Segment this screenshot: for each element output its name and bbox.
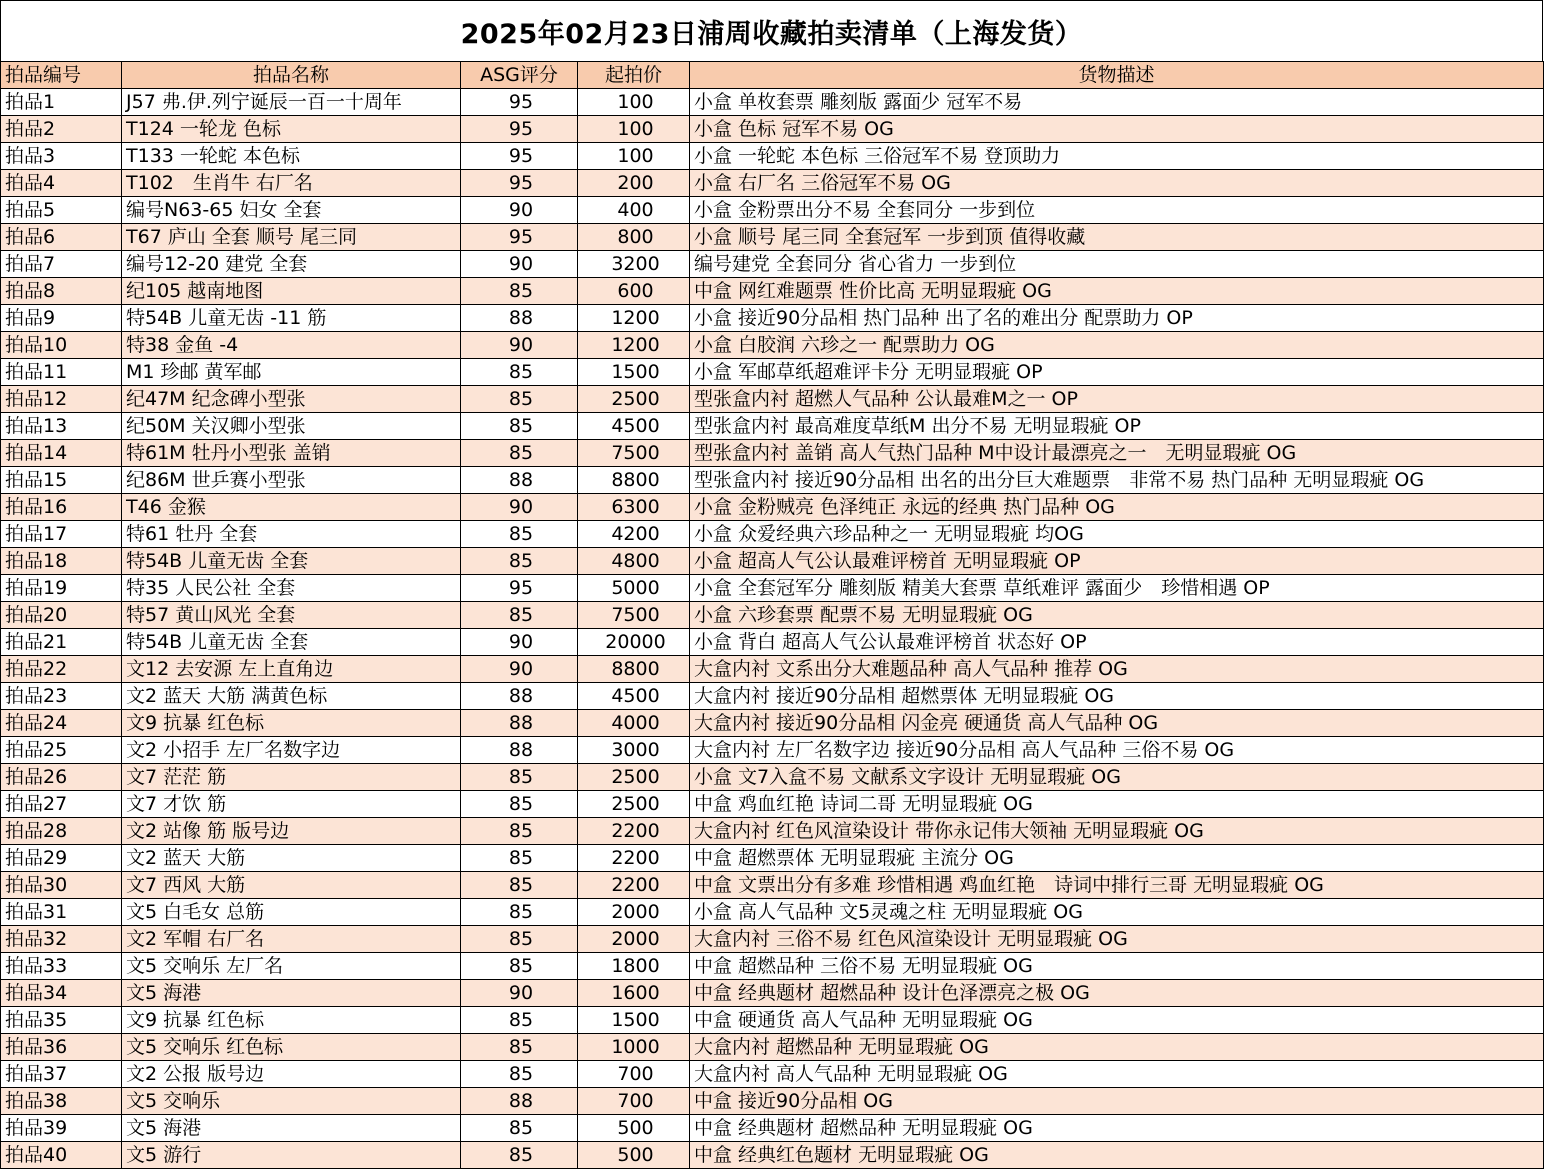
cell-description[interactable]: 小盒 超高人气公认最难评榜首 无明显瑕疵 OP [690, 548, 1544, 575]
table-row [1, 440, 1544, 467]
cell-lot-number[interactable]: 拍品31 [1, 899, 122, 926]
cell-lot-number[interactable]: 拍品12 [1, 386, 122, 413]
cell-lot-number[interactable]: 拍品19 [1, 575, 122, 602]
cell-lot-name[interactable]: 文5 交响乐 左厂名 [122, 953, 461, 980]
cell-lot-name[interactable]: 特57 黄山风光 全套 [122, 602, 461, 629]
cell-lot-name[interactable]: T133 一轮蛇 本色标 [122, 143, 461, 170]
header-row [1, 62, 1544, 89]
table-row [1, 1115, 1544, 1142]
table-row [1, 602, 1544, 629]
cell-start-price[interactable]: 5000 [578, 575, 690, 602]
cell-start-price[interactable]: 1500 [578, 359, 690, 386]
cell-asg-score[interactable]: 85 [461, 926, 578, 953]
table-row [1, 305, 1544, 332]
cell-asg-score[interactable]: 95 [461, 143, 578, 170]
cell-description[interactable]: 型张盒内衬 超燃人气品种 公认最难M之一 OP [690, 386, 1544, 413]
cell-lot-number[interactable]: 拍品39 [1, 1115, 122, 1142]
cell-lot-name[interactable]: 特38 金鱼 -4 [122, 332, 461, 359]
sheet-title[interactable]: 2025年02月23日浦周收藏拍卖清单（上海发货） [0, 0, 1543, 61]
cell-start-price[interactable]: 4000 [578, 710, 690, 737]
cell-lot-name[interactable]: 纪50M 关汉卿小型张 [122, 413, 461, 440]
cell-description[interactable]: 小盒 金粉贼亮 色泽纯正 永远的经典 热门品种 OG [690, 494, 1544, 521]
table-row [1, 737, 1544, 764]
table-row [1, 899, 1544, 926]
cell-description[interactable]: 小盒 众爱经典六珍品种之一 无明显瑕疵 均OG [690, 521, 1544, 548]
cell-description[interactable]: 小盒 背白 超高人气公认最难评榜首 状态好 OP [690, 629, 1544, 656]
cell-lot-name[interactable]: 纪47M 纪念碑小型张 [122, 386, 461, 413]
cell-lot-name[interactable]: T124 一轮龙 色标 [122, 116, 461, 143]
cell-lot-name[interactable]: 纪86M 世乒赛小型张 [122, 467, 461, 494]
cell-start-price[interactable]: 500 [578, 1142, 690, 1169]
cell-asg-score[interactable]: 85 [461, 899, 578, 926]
cell-asg-score[interactable]: 85 [461, 845, 578, 872]
table-row [1, 251, 1544, 278]
table-row [1, 1088, 1544, 1115]
cell-lot-number[interactable]: 拍品18 [1, 548, 122, 575]
cell-start-price[interactable]: 1800 [578, 953, 690, 980]
cell-start-price[interactable]: 2200 [578, 818, 690, 845]
cell-lot-name[interactable]: J57 弗.伊.列宁诞辰一百一十周年 [122, 89, 461, 116]
cell-lot-number[interactable]: 拍品25 [1, 737, 122, 764]
cell-description[interactable]: 小盒 六珍套票 配票不易 无明显瑕疵 OG [690, 602, 1544, 629]
table-row [1, 764, 1544, 791]
cell-description[interactable]: 大盒内衬 左厂名数字边 接近90分品相 高人气品种 三俗不易 OG [690, 737, 1544, 764]
table-row [1, 656, 1544, 683]
cell-description[interactable]: 小盒 顺号 尾三同 全套冠军 一步到顶 值得收藏 [690, 224, 1544, 251]
cell-lot-name[interactable]: 文7 才饮 筋 [122, 791, 461, 818]
cell-start-price[interactable]: 8800 [578, 656, 690, 683]
cell-asg-score[interactable]: 90 [461, 980, 578, 1007]
table-row [1, 278, 1544, 305]
cell-lot-name[interactable]: M1 珍邮 黄军邮 [122, 359, 461, 386]
cell-description[interactable]: 中盒 经典题材 超燃品种 设计色泽漂亮之极 OG [690, 980, 1544, 1007]
table-row [1, 1061, 1544, 1088]
cell-description[interactable]: 小盒 白胶润 六珍之一 配票助力 OG [690, 332, 1544, 359]
table-row [1, 332, 1544, 359]
cell-start-price[interactable]: 800 [578, 224, 690, 251]
table-row [1, 494, 1544, 521]
cell-description[interactable]: 小盒 色标 冠军不易 OG [690, 116, 1544, 143]
cell-start-price[interactable]: 100 [578, 89, 690, 116]
cell-lot-name[interactable]: 文5 交响乐 [122, 1088, 461, 1115]
table-row [1, 359, 1544, 386]
cell-lot-number[interactable]: 拍品3 [1, 143, 122, 170]
cell-description[interactable]: 中盒 超燃品种 三俗不易 无明显瑕疵 OG [690, 953, 1544, 980]
cell-description[interactable]: 小盒 单枚套票 雕刻版 露面少 冠军不易 [690, 89, 1544, 116]
cell-description[interactable]: 中盒 经典题材 超燃品种 无明显瑕疵 OG [690, 1115, 1544, 1142]
cell-lot-name[interactable]: 特61 牡丹 全套 [122, 521, 461, 548]
cell-lot-name[interactable]: 编号N63-65 妇女 全套 [122, 197, 461, 224]
table-row [1, 710, 1544, 737]
table-row [1, 1034, 1544, 1061]
cell-asg-score[interactable]: 88 [461, 710, 578, 737]
cell-asg-score[interactable]: 85 [461, 386, 578, 413]
cell-description[interactable]: 大盒内衬 三俗不易 红色风渲染设计 无明显瑕疵 OG [690, 926, 1544, 953]
cell-description[interactable]: 小盒 全套冠军分 雕刻版 精美大套票 草纸难评 露面少 珍惜相遇 OP [690, 575, 1544, 602]
header-start-price[interactable]: 起拍价 [578, 62, 690, 89]
table-row [1, 413, 1544, 440]
cell-start-price[interactable]: 400 [578, 197, 690, 224]
cell-lot-name[interactable]: T46 金猴 [122, 494, 461, 521]
cell-description[interactable]: 中盒 鸡血红艳 诗词二哥 无明显瑕疵 OG [690, 791, 1544, 818]
cell-lot-number[interactable]: 拍品20 [1, 602, 122, 629]
cell-start-price[interactable]: 20000 [578, 629, 690, 656]
cell-asg-score[interactable]: 85 [461, 1115, 578, 1142]
cell-lot-number[interactable]: 拍品21 [1, 629, 122, 656]
cell-lot-name[interactable]: 纪105 越南地图 [122, 278, 461, 305]
table-row [1, 980, 1544, 1007]
table-row [1, 845, 1544, 872]
cell-lot-number[interactable]: 拍品27 [1, 791, 122, 818]
cell-lot-number[interactable]: 拍品32 [1, 926, 122, 953]
cell-start-price[interactable]: 3200 [578, 251, 690, 278]
cell-lot-number[interactable]: 拍品2 [1, 116, 122, 143]
cell-lot-number[interactable]: 拍品4 [1, 170, 122, 197]
cell-start-price[interactable]: 600 [578, 278, 690, 305]
cell-description[interactable]: 大盒内衬 红色风渲染设计 带你永记伟大领袖 无明显瑕疵 OG [690, 818, 1544, 845]
cell-start-price[interactable]: 3000 [578, 737, 690, 764]
cell-description[interactable]: 中盒 硬通货 高人气品种 无明显瑕疵 OG [690, 1007, 1544, 1034]
cell-start-price[interactable]: 200 [578, 170, 690, 197]
cell-description[interactable]: 型张盒内衬 最高难度草纸M 出分不易 无明显瑕疵 OP [690, 413, 1544, 440]
cell-lot-name[interactable]: 文2 蓝天 大筋 [122, 845, 461, 872]
cell-description[interactable]: 大盒内衬 接近90分品相 闪金亮 硬通货 高人气品种 OG [690, 710, 1544, 737]
cell-start-price[interactable]: 2500 [578, 386, 690, 413]
cell-asg-score[interactable]: 90 [461, 656, 578, 683]
cell-description[interactable]: 大盒内衬 超燃品种 无明显瑕疵 OG [690, 1034, 1544, 1061]
cell-asg-score[interactable]: 90 [461, 332, 578, 359]
table-row [1, 818, 1544, 845]
cell-start-price[interactable]: 2000 [578, 899, 690, 926]
cell-start-price[interactable]: 700 [578, 1088, 690, 1115]
cell-asg-score[interactable]: 85 [461, 1061, 578, 1088]
table-row [1, 548, 1544, 575]
cell-start-price[interactable]: 100 [578, 143, 690, 170]
cell-lot-number[interactable]: 拍品5 [1, 197, 122, 224]
cell-start-price[interactable]: 2200 [578, 872, 690, 899]
cell-start-price[interactable]: 2500 [578, 791, 690, 818]
cell-lot-name[interactable]: 特54B 儿童无齿 全套 [122, 629, 461, 656]
cell-start-price[interactable]: 500 [578, 1115, 690, 1142]
header-asg-score[interactable]: ASG评分 [461, 62, 578, 89]
table-row [1, 521, 1544, 548]
cell-start-price[interactable]: 7500 [578, 440, 690, 467]
cell-asg-score[interactable]: 85 [461, 764, 578, 791]
cell-asg-score[interactable]: 90 [461, 251, 578, 278]
cell-asg-score[interactable]: 88 [461, 683, 578, 710]
cell-asg-score[interactable]: 85 [461, 872, 578, 899]
cell-start-price[interactable]: 100 [578, 116, 690, 143]
cell-lot-name[interactable]: 文2 公报 版号边 [122, 1061, 461, 1088]
table-row [1, 575, 1544, 602]
cell-lot-name[interactable]: 文5 海港 [122, 1115, 461, 1142]
cell-start-price[interactable]: 4800 [578, 548, 690, 575]
cell-lot-name[interactable]: 文9 抗暴 红色标 [122, 710, 461, 737]
cell-start-price[interactable]: 8800 [578, 467, 690, 494]
cell-description[interactable]: 中盒 经典红色题材 无明显瑕疵 OG [690, 1142, 1544, 1169]
table-row [1, 629, 1544, 656]
cell-lot-number[interactable]: 拍品37 [1, 1061, 122, 1088]
cell-description[interactable]: 大盒内衬 高人气品种 无明显瑕疵 OG [690, 1061, 1544, 1088]
cell-asg-score[interactable]: 90 [461, 629, 578, 656]
cell-lot-name[interactable]: 文5 海港 [122, 980, 461, 1007]
cell-lot-number[interactable]: 拍品35 [1, 1007, 122, 1034]
cell-start-price[interactable]: 6300 [578, 494, 690, 521]
cell-description[interactable]: 大盒内衬 文系出分大难题品种 高人气品种 推荐 OG [690, 656, 1544, 683]
cell-lot-name[interactable]: 特54B 儿童无齿 全套 [122, 548, 461, 575]
header-lot-number[interactable]: 拍品编号 [1, 62, 122, 89]
cell-lot-number[interactable]: 拍品1 [1, 89, 122, 116]
cell-lot-name[interactable]: 文7 茫茫 筋 [122, 764, 461, 791]
cell-lot-name[interactable]: 文12 去安源 左上直角边 [122, 656, 461, 683]
table-row [1, 872, 1544, 899]
table-row [1, 170, 1544, 197]
cell-start-price[interactable]: 700 [578, 1061, 690, 1088]
table-row [1, 143, 1544, 170]
table-row [1, 953, 1544, 980]
cell-start-price[interactable]: 1500 [578, 1007, 690, 1034]
cell-description[interactable]: 小盒 右厂名 三俗冠军不易 OG [690, 170, 1544, 197]
cell-lot-number[interactable]: 拍品10 [1, 332, 122, 359]
table-row [1, 386, 1544, 413]
cell-lot-number[interactable]: 拍品6 [1, 224, 122, 251]
cell-lot-number[interactable]: 拍品24 [1, 710, 122, 737]
cell-lot-name[interactable]: 文9 抗暴 红色标 [122, 1007, 461, 1034]
table-row [1, 224, 1544, 251]
table-row [1, 1142, 1544, 1169]
cell-lot-number[interactable]: 拍品26 [1, 764, 122, 791]
cell-asg-score[interactable]: 88 [461, 1088, 578, 1115]
cell-lot-name[interactable]: 文2 蓝天 大筋 满黄色标 [122, 683, 461, 710]
cell-asg-score[interactable]: 85 [461, 521, 578, 548]
cell-lot-number[interactable]: 拍品40 [1, 1142, 122, 1169]
cell-start-price[interactable]: 7500 [578, 602, 690, 629]
cell-lot-name[interactable]: 文5 交响乐 红色标 [122, 1034, 461, 1061]
cell-description[interactable]: 小盒 军邮草纸超难评卡分 无明显瑕疵 OP [690, 359, 1544, 386]
cell-lot-number[interactable]: 拍品11 [1, 359, 122, 386]
cell-lot-number[interactable]: 拍品16 [1, 494, 122, 521]
cell-description[interactable]: 小盒 金粉票出分不易 全套同分 一步到位 [690, 197, 1544, 224]
cell-asg-score[interactable]: 90 [461, 197, 578, 224]
table-row [1, 89, 1544, 116]
cell-description[interactable]: 中盒 文票出分有多难 珍惜相遇 鸡血红艳 诗词中排行三哥 无明显瑕疵 OG [690, 872, 1544, 899]
table-row [1, 791, 1544, 818]
cell-start-price[interactable]: 4500 [578, 413, 690, 440]
cell-lot-number[interactable]: 拍品28 [1, 818, 122, 845]
cell-start-price[interactable]: 1200 [578, 332, 690, 359]
cell-lot-name[interactable]: 文7 西风 大筋 [122, 872, 461, 899]
cell-asg-score[interactable]: 85 [461, 602, 578, 629]
cell-asg-score[interactable]: 85 [461, 953, 578, 980]
cell-description[interactable]: 中盒 网红难题票 性价比高 无明显瑕疵 OG [690, 278, 1544, 305]
cell-description[interactable]: 小盒 一轮蛇 本色标 三俗冠军不易 登顶助力 [690, 143, 1544, 170]
cell-description[interactable]: 大盒内衬 接近90分品相 超燃票体 无明显瑕疵 OG [690, 683, 1544, 710]
cell-description[interactable]: 中盒 超燃票体 无明显瑕疵 主流分 OG [690, 845, 1544, 872]
cell-asg-score[interactable]: 88 [461, 305, 578, 332]
cell-lot-number[interactable]: 拍品36 [1, 1034, 122, 1061]
cell-start-price[interactable]: 2500 [578, 764, 690, 791]
cell-lot-name[interactable]: 文5 白毛女 总筋 [122, 899, 461, 926]
header-lot-name[interactable]: 拍品名称 [122, 62, 461, 89]
cell-description[interactable]: 小盒 文7入盒不易 文献系文字设计 无明显瑕疵 OG [690, 764, 1544, 791]
cell-lot-number[interactable]: 拍品15 [1, 467, 122, 494]
cell-lot-number[interactable]: 拍品8 [1, 278, 122, 305]
cell-asg-score[interactable]: 88 [461, 467, 578, 494]
cell-lot-name[interactable]: 特54B 儿童无齿 -11 筋 [122, 305, 461, 332]
cell-asg-score[interactable]: 95 [461, 224, 578, 251]
cell-asg-score[interactable]: 85 [461, 1007, 578, 1034]
table-row [1, 1007, 1544, 1034]
cell-lot-name[interactable]: 文2 小招手 左厂名数字边 [122, 737, 461, 764]
cell-asg-score[interactable]: 85 [461, 791, 578, 818]
cell-description[interactable]: 小盒 接近90分品相 热门品种 出了名的难出分 配票助力 OP [690, 305, 1544, 332]
cell-start-price[interactable]: 1000 [578, 1034, 690, 1061]
cell-start-price[interactable]: 2000 [578, 926, 690, 953]
cell-asg-score[interactable]: 85 [461, 413, 578, 440]
cell-lot-number[interactable]: 拍品23 [1, 683, 122, 710]
auction-table [0, 61, 1544, 1169]
cell-description[interactable]: 型张盒内衬 盖销 高人气热门品种 M中设计最漂亮之一 无明显瑕疵 OG [690, 440, 1544, 467]
cell-asg-score[interactable]: 90 [461, 494, 578, 521]
cell-lot-number[interactable]: 拍品33 [1, 953, 122, 980]
cell-lot-name[interactable]: 特35 人民公社 全套 [122, 575, 461, 602]
cell-asg-score[interactable]: 85 [461, 548, 578, 575]
cell-lot-name[interactable]: 特61M 牡丹小型张 盖销 [122, 440, 461, 467]
cell-lot-name[interactable]: 编号12-20 建党 全套 [122, 251, 461, 278]
cell-asg-score[interactable]: 88 [461, 737, 578, 764]
table-row [1, 197, 1544, 224]
cell-lot-number[interactable]: 拍品7 [1, 251, 122, 278]
cell-asg-score[interactable]: 95 [461, 116, 578, 143]
cell-lot-number[interactable]: 拍品17 [1, 521, 122, 548]
cell-description[interactable]: 小盒 高人气品种 文5灵魂之柱 无明显瑕疵 OG [690, 899, 1544, 926]
cell-lot-name[interactable]: 文2 军帽 右厂名 [122, 926, 461, 953]
cell-start-price[interactable]: 2200 [578, 845, 690, 872]
cell-asg-score[interactable]: 95 [461, 575, 578, 602]
cell-lot-number[interactable]: 拍品30 [1, 872, 122, 899]
header-description[interactable]: 货物描述 [690, 62, 1544, 89]
cell-description[interactable]: 型张盒内衬 接近90分品相 出名的出分巨大难题票 非常不易 热门品种 无明显瑕疵 OG [690, 467, 1544, 494]
cell-lot-number[interactable]: 拍品13 [1, 413, 122, 440]
cell-asg-score[interactable]: 85 [461, 278, 578, 305]
cell-lot-number[interactable]: 拍品38 [1, 1088, 122, 1115]
cell-lot-number[interactable]: 拍品29 [1, 845, 122, 872]
cell-lot-number[interactable]: 拍品22 [1, 656, 122, 683]
table-row [1, 926, 1544, 953]
table-row [1, 116, 1544, 143]
cell-asg-score[interactable]: 85 [461, 359, 578, 386]
table-row [1, 467, 1544, 494]
cell-description[interactable]: 编号建党 全套同分 省心省力 一步到位 [690, 251, 1544, 278]
cell-start-price[interactable]: 1600 [578, 980, 690, 1007]
cell-start-price[interactable]: 1200 [578, 305, 690, 332]
cell-lot-name[interactable]: T102 生肖牛 右厂名 [122, 170, 461, 197]
cell-lot-name[interactable]: T67 庐山 全套 顺号 尾三同 [122, 224, 461, 251]
cell-asg-score[interactable]: 95 [461, 89, 578, 116]
cell-asg-score[interactable]: 95 [461, 170, 578, 197]
cell-lot-name[interactable]: 文5 游行 [122, 1142, 461, 1169]
cell-start-price[interactable]: 4200 [578, 521, 690, 548]
cell-lot-number[interactable]: 拍品34 [1, 980, 122, 1007]
cell-asg-score[interactable]: 85 [461, 1034, 578, 1061]
table-row [1, 683, 1544, 710]
cell-start-price[interactable]: 4500 [578, 683, 690, 710]
cell-asg-score[interactable]: 85 [461, 1142, 578, 1169]
cell-asg-score[interactable]: 85 [461, 818, 578, 845]
cell-description[interactable]: 中盒 接近90分品相 OG [690, 1088, 1544, 1115]
cell-asg-score[interactable]: 85 [461, 440, 578, 467]
cell-lot-number[interactable]: 拍品14 [1, 440, 122, 467]
cell-lot-number[interactable]: 拍品9 [1, 305, 122, 332]
cell-lot-name[interactable]: 文2 站像 筋 版号边 [122, 818, 461, 845]
